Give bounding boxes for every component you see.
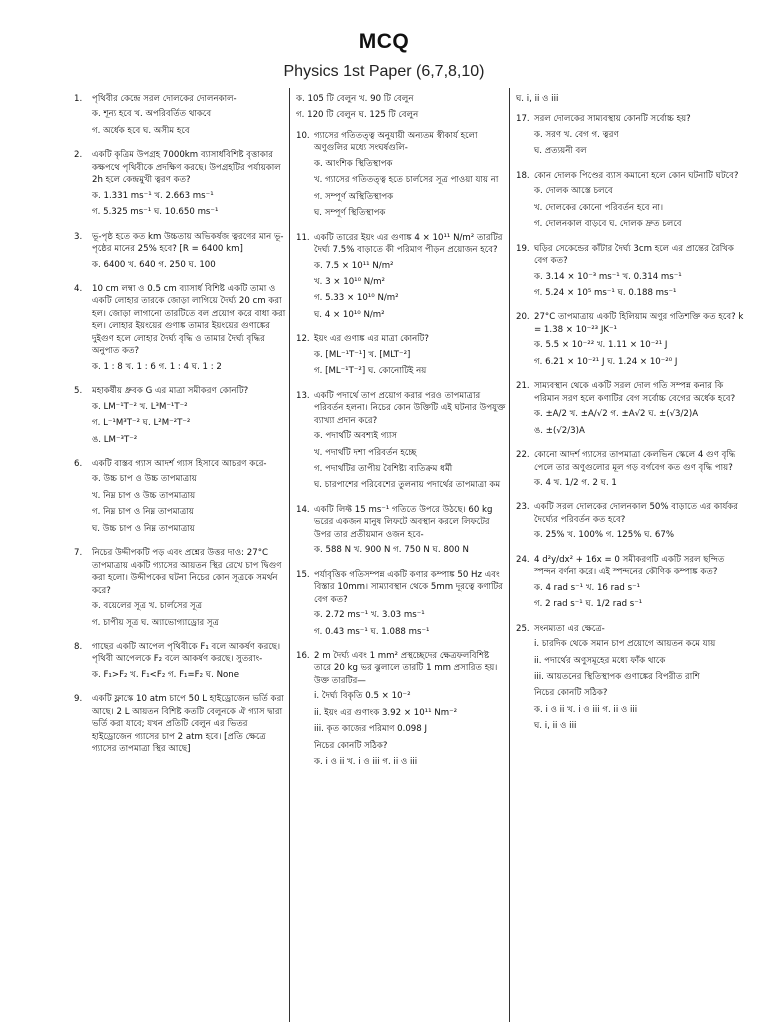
question-number: 2.: [74, 150, 83, 161]
question-1: [74, 93, 286, 141]
column-1: [74, 93, 286, 1023]
option-line: ক. ±A/2 খ. ±A/√2 গ. ±A√2 ঘ. ±(√3/2)A: [534, 409, 699, 420]
option-line: গ. দোলনকাল বাড়বে ঘ. দোলক দ্রুত চলবে: [534, 219, 682, 230]
question-9: [74, 693, 286, 758]
option-line: নিচের কোনটি সঠিক?: [534, 688, 608, 699]
question-number: 1.: [74, 94, 83, 104]
question-18: [516, 170, 748, 235]
question-9-options: [296, 93, 506, 122]
question-number: 16.: [296, 650, 310, 661]
option-line: ঙ. ±(√2/3)A: [534, 425, 585, 436]
question-number: 4.: [74, 283, 83, 294]
question-7: [74, 547, 286, 633]
option-line: i. চারদিক থেকে সমান চাপ প্রয়োগে আয়তন কমে যায়: [534, 639, 716, 650]
option-line: ক. LM⁻¹T⁻² খ. L³M⁻¹T⁻²: [92, 401, 188, 412]
question-number: 3.: [74, 231, 83, 242]
question-text: গ্যাসের গতিতত্ত্ব অনুযায়ী অন্যতম স্বীকার্য হলো অণুগুলির মধ্যে সংঘর্ষগুলি-: [314, 130, 478, 154]
question-text: সরল দোলকের সাম্যবস্থায় কোনটি সর্বোচ্চ হয়?: [534, 114, 691, 125]
option-line: গ. অর্ধেক হবে ঘ. অসীম হবে: [92, 125, 190, 136]
column-2: [296, 93, 506, 1023]
option-line: গ. চাপীয় সূত্র ঘ. অ্যাভোগ্যাড্রোর সূত্র: [92, 617, 219, 628]
option-line: ক. শূন্য হবে খ. অপরিবর্তিত থাকবে: [92, 109, 212, 120]
question-text: সাম্যবস্থান থেকে একটি সরল দোল গতি সম্পন্ন কনার কি পরিমান সরণ হলে কণাটির বেগ সর্বোচ্চ বেগের অর্ধেক হবে?: [534, 381, 736, 404]
question-text: একটি সরল দোলকের দোলনকাল 50% বাড়াতে এর কার্যকর দৈর্ঘ্যের পরিবর্তন কত হবে?: [534, 502, 739, 525]
option-line: গ. নিম্ন চাপ ও নিম্ন তাপমাত্রায়: [92, 507, 194, 518]
option-line: খ. নিম্ন চাপ ও উচ্চ তাপমাত্রায়: [92, 490, 196, 501]
question-text: পৃথিবীর কেন্দ্রে সরল দোলকের দোলনকাল-: [92, 94, 237, 104]
option-line: iii. কৃত কাজের পরিমাণ 0.098 J: [314, 724, 428, 735]
question-17: [516, 113, 748, 161]
option-line: গ. 120 টি বেলুন ঘ. 125 টি বেলুন: [296, 110, 419, 121]
question-number: 15.: [296, 569, 310, 580]
option-line: খ. গ্যাসের গতিতত্ত্ব হতে চার্লসের সূত্র পাওয়া যায় না: [314, 175, 499, 186]
question-text: পর্যাবৃত্তিক গতিসম্পন্ন একটি কণার কম্পাঙ্ক 50 Hz এবং বিস্তার 10mm। সাম্যাবস্থান থেকে 5mm দূরত্বে কণাটির বেগ কত?: [314, 569, 503, 605]
question-6: [74, 458, 286, 539]
option-line: ক. F₁>F₂ খ. F₁<F₂ গ. F₁=F₂ ঘ. None: [92, 669, 239, 680]
option-line: ক. পদার্থটি অবশ্যই গ্যাস: [314, 431, 398, 442]
option-line: গ. 0.43 ms⁻¹ ঘ. 1.088 ms⁻¹: [314, 626, 430, 637]
option-line: গ. 5.325 ms⁻¹ ঘ. 10.650 ms⁻¹: [92, 207, 219, 218]
question-2: [74, 149, 286, 222]
question-text: একটি লিফ্ট 15 ms⁻¹ গতিতে উপরে উঠছে। 60 kg ভরের একজন মানুষ লিফটে অবস্থান করলে লিফটের উপর তার প্রতীয়মান ওজন হবে-: [314, 504, 493, 540]
question-text: ইয়ং এর গুণাঙ্ক এর মাত্রা কোনটি?: [314, 334, 429, 345]
question-text: একটি ফ্লাস্কে 10 atm চাপে 50 L হাইড্রোজেন ভর্তি করা আছে। 2 L আয়তন বিশিষ্ট কতটি বেলুনকে ঐ গ্যাস দ্বারা ভর্তি করা যাবে; যখন প্রতিটি বেলুন এর ভিতর হাইড্রোজেন গ্যাসের চাপ 2 atm হবে। [প্রতি ক্ষেত্রে গ্যাসের তাপমাত্রা স্থির আছে]: [92, 694, 284, 755]
option-line: ক. 4 rad s⁻¹ খ. 16 rad s⁻¹: [534, 582, 641, 593]
option-line: গ. পদার্থটির তাপীয় বৈশিষ্ট্য ব্যতিক্রম ধর্মী: [314, 463, 453, 474]
option-line: ক. 1 : 8 খ. 1 : 6 গ. 1 : 4 ঘ. 1 : 2: [92, 361, 222, 372]
question-text: একটি তারের ইয়ং এর গুণাঙ্ক 4 × 10¹¹ N/m² তারটির দৈর্ঘ্য 7.5% বাড়াতে কী পরিমাণ পীড়ন প্রয়োজন হবে?: [314, 232, 503, 256]
question-15: [296, 569, 506, 642]
question-number: 5.: [74, 386, 83, 397]
question-text: কোন দোলক পিণ্ডের ব্যাস কমানো হলে কোন ঘটনাটি ঘটবে?: [534, 170, 739, 181]
question-number: 19.: [516, 243, 530, 254]
question-text: মহাকর্ষীয় ধ্রুবক G এর মাত্রা সমীকরণ কোনটি?: [92, 386, 249, 397]
question-8: [74, 641, 286, 685]
option-line: ঘ. উচ্চ চাপ ও নিম্ন তাপমাত্রায়: [92, 523, 195, 534]
question-number: 25.: [516, 623, 530, 634]
question-number: 22.: [516, 450, 530, 461]
question-number: 24.: [516, 554, 530, 565]
option-line: ক. 7.5 × 10¹¹ N/m²: [314, 260, 394, 271]
option-line: ক. 4 খ. 1/2 গ. 2 ঘ. 1: [534, 477, 617, 488]
option-line: ii. ইয়ং এর গুণাংক 3.92 × 10¹¹ Nm⁻²: [314, 707, 458, 718]
question-number: 17.: [516, 114, 530, 125]
question-13: [296, 390, 506, 496]
option-line: ক. উচ্চ চাপ ও উচ্চ তাপমাত্রায়: [92, 474, 197, 485]
option-line: ক. 6400 খ. 640 গ. 250 ঘ. 100: [92, 259, 216, 270]
option-line: ঘ. সম্পূর্ণ স্থিতিস্থাপক: [314, 208, 386, 219]
option-line: ii. পদার্থের অণুসমূহের মধ্যে ফাঁক থাকে: [534, 655, 666, 666]
option-line: ক. আংশিক স্থিতিস্থাপক: [314, 158, 393, 169]
question-12: [296, 333, 506, 381]
option-line: i. দৈর্ঘ্য বিকৃতি 0.5 × 10⁻²: [314, 691, 411, 702]
option-line: ক. সরণ খ. বেগ গ. ত্বরণ: [534, 129, 619, 140]
option-line: ঘ. i, ii ও iii: [516, 94, 559, 104]
question-21: [516, 380, 748, 441]
option-line: গ. L⁻¹M³T⁻² ঘ. L²M⁻²T⁻²: [92, 418, 191, 429]
question-text: একটি কৃত্রিম উপগ্রহ 7000km ব্যাসার্ধবিশিষ্ট বৃত্তাকার কক্ষপথে পৃথিবীকে প্রদক্ষিণ করছে। উপগ্রহটির পর্যায়কাল 2h হলে কেন্দ্রমুখী ত্বরণ কত?: [92, 150, 281, 186]
question-20: [516, 311, 748, 372]
question-19: [516, 243, 748, 304]
option-line: গ. 2 rad s⁻¹ ঘ. 1/2 rad s⁻¹: [534, 599, 643, 610]
option-line: ক. 25% খ. 100% গ. 125% ঘ. 67%: [534, 530, 674, 541]
question-14: [296, 504, 506, 561]
question-number: 18.: [516, 170, 530, 181]
question-text: নিচের উদ্দীপকটি পড় এবং প্রশ্নের উত্তর দাও: 27°C তাপমাত্রায় একটি গ্যাসের আয়তন স্থির রেখে চাপ দ্বিগুণ করা হলো। উদ্দীপকের ঘটনা নিচের কোন সূত্রকে সমর্থন করে?: [92, 548, 282, 596]
question-text: ঘড়ির সেকেন্ডের কাঁটার দৈর্ঘ্য 3cm হলে এর প্রান্তের রৈখিক বেগ কত?: [534, 243, 734, 267]
option-line: নিচের কোনটি সঠিক?: [314, 740, 388, 751]
question-number: 14.: [296, 504, 310, 515]
option-line: ক. দোলক আস্তে চলবে: [534, 186, 613, 197]
option-line: খ. 3 × 10¹⁰ N/m²: [314, 276, 385, 287]
option-line: ঘ. চারপাশের পরিবেশের তুলনায় পদার্থের তাপমাত্রা কম: [314, 480, 501, 491]
option-line: গ. 6.21 × 10⁻²¹ J ঘ. 1.24 × 10⁻²⁰ J: [534, 356, 678, 367]
option-line: ঘ. 4 × 10¹⁰ N/m²: [314, 309, 385, 320]
option-line: ক. বয়েলের সূত্র খ. চার্লসের সূত্র: [92, 601, 203, 612]
option-line: ঘ. i, ii ও iii: [534, 721, 577, 732]
column-divider-2: [509, 88, 510, 1022]
option-line: ক. [ML⁻¹T⁻¹] খ. [MLT⁻²]: [314, 349, 411, 360]
question-number: 23.: [516, 502, 530, 513]
question-24: [516, 554, 748, 615]
question-10: [296, 130, 506, 224]
option-line: ক. 105 টি বেলুন খ. 90 টি বেলুন: [296, 94, 414, 104]
question-text: ভূ-পৃষ্ঠ হতে কত km উচ্চতায় অভিকর্ষজ ত্বরণের মান ভূ-পৃষ্ঠের মানের 25% হবে? [R = 6400 km]: [92, 231, 284, 255]
option-line: ঘ. প্রত্যয়নী বল: [534, 146, 587, 157]
page-subtitle: Physics 1st Paper (6,7,8,10): [283, 63, 485, 80]
question-number: 10.: [296, 130, 310, 141]
question-16-options: [516, 93, 748, 105]
option-line: ক. i ও ii খ. i ও iii গ. ii ও iii: [534, 704, 638, 715]
option-line: গ. 5.24 × 10⁵ ms⁻¹ ঘ. 0.188 ms⁻¹: [534, 287, 677, 298]
question-11: [296, 232, 506, 326]
question-5: [74, 385, 286, 450]
question-number: 7.: [74, 548, 83, 559]
question-text: একটি পদার্থে তাপ প্রয়োগ করার পরও তাপমাত্রার পরিবর্তন হলনা। নিচের কোন উক্তিটি এই ঘটনার উপযুক্ত ব্যাখ্যা প্রদান করে?: [314, 390, 506, 426]
question-number: 8.: [74, 641, 83, 652]
question-text: কোনো আদর্শ গ্যাসের তাপমাত্রা কেলভিন স্কেলে 4 গুণ বৃদ্ধি পেলে তার অণুগুলোর মূল গড় বর্গবেগ কত গুণ বৃদ্ধি পায়?: [534, 450, 736, 473]
option-line: খ. পদার্থটি দশা পরিবর্তন হচ্ছে: [314, 447, 417, 458]
option-line: গ. সম্পূর্ণ অস্থিতিস্থাপক: [314, 191, 394, 202]
question-22: [516, 449, 748, 493]
question-16: [296, 650, 506, 773]
option-line: iii. আয়তনের স্থিতিস্থাপক গুণাঙ্কের বিপরীত রাশি: [534, 671, 700, 682]
option-line: ঙ. LM⁻³T⁻²: [92, 434, 138, 445]
option-line: ক. 3.14 × 10⁻³ ms⁻¹ খ. 0.314 ms⁻¹: [534, 271, 682, 282]
question-number: 21.: [516, 381, 530, 392]
question-text: সংনম্যতা এর ক্ষেত্রে-: [534, 623, 605, 634]
question-number: 12.: [296, 334, 310, 345]
option-line: ক. 5.5 × 10⁻²² খ. 1.11 × 10⁻²¹ J: [534, 340, 668, 351]
question-text: একটি বাস্তব গ্যাস আদর্শ গ্যাস হিসাবে আচরণ করে-: [92, 458, 267, 469]
question-number: 9.: [74, 694, 83, 705]
question-text: 4 d²y/dx² + 16x = 0 সমীকরণটি একটি সরল ছন্দিত স্পন্দন বর্ণনা করে। এই স্পন্দনের কৌণিক কম্পাঙ্ক কত?: [534, 554, 725, 578]
question-text: 27°C তাপমাত্রায় একটি হিলিয়াম অণুর গতিশক্তি কত হবে? k = 1.38 × 10⁻²³ JK⁻¹: [534, 312, 744, 335]
page-title: MCQ: [358, 30, 410, 53]
option-line: ক. 2.72 ms⁻¹ খ. 3.03 ms⁻¹: [314, 610, 425, 621]
question-text: গাছের একটি আপেল পৃথিবীকে F₁ বলে আকর্ষণ করছে। পৃথিবী আপেলকে F₂ বলে আকর্ষণ করছে। সুতরাং-: [92, 641, 281, 665]
option-line: ক. 1.331 ms⁻¹ খ. 2.663 ms⁻¹: [92, 190, 214, 201]
option-line: ক. 588 N খ. 900 N গ. 750 N ঘ. 800 N: [314, 545, 469, 556]
question-3: [74, 231, 286, 275]
option-line: গ. [ML⁻¹T⁻²] ঘ. কোনোটিই নয়: [314, 366, 427, 377]
column-3: [516, 93, 748, 1023]
question-number: 13.: [296, 390, 310, 401]
option-line: খ. দোলকের কোনো পরিবর্তন হবে না।: [534, 202, 664, 213]
option-line: ক. i ও ii খ. i ও iii গ. ii ও iii: [314, 757, 418, 768]
question-text: 10 cm লম্বা ও 0.5 cm ব্যাসার্ধ বিশিষ্ট একটি তামা ও একটি লোহার তারকে জোড়া লাগিয়ে দৈর্ঘ্য 20 cm করা হল। জোড়া লাগানো তারটিতে বল প্রয়োগ করে বাধা করা হল। লোহার ইয়ংয়ের গুণাঙ্ক তামার ইয়ংয়ের গুণাঙ্কের দুইগুণ হলে লোহার দৈর্ঘ্য বৃদ্ধি ও তামার দৈর্ঘ্য বৃদ্ধির অনুপাত কত?: [92, 283, 286, 357]
question-number: 11.: [296, 232, 310, 243]
question-23: [516, 501, 748, 545]
question-4: [74, 283, 286, 377]
question-text: 2 m দৈর্ঘ্য এবং 1 mm² প্রস্থচ্ছেদের ক্ষেত্রফলবিশিষ্ট তারে 20 kg ভর ঝুলালে তারটি 1 mm প্রসারিত হয়। উক্ত তারটির—: [314, 650, 498, 686]
option-line: গ. 5.33 × 10¹⁰ N/m²: [314, 293, 399, 304]
question-number: 6.: [74, 458, 83, 469]
question-25: [516, 623, 748, 737]
column-divider-1: [289, 88, 290, 1022]
question-number: 20.: [516, 312, 530, 323]
